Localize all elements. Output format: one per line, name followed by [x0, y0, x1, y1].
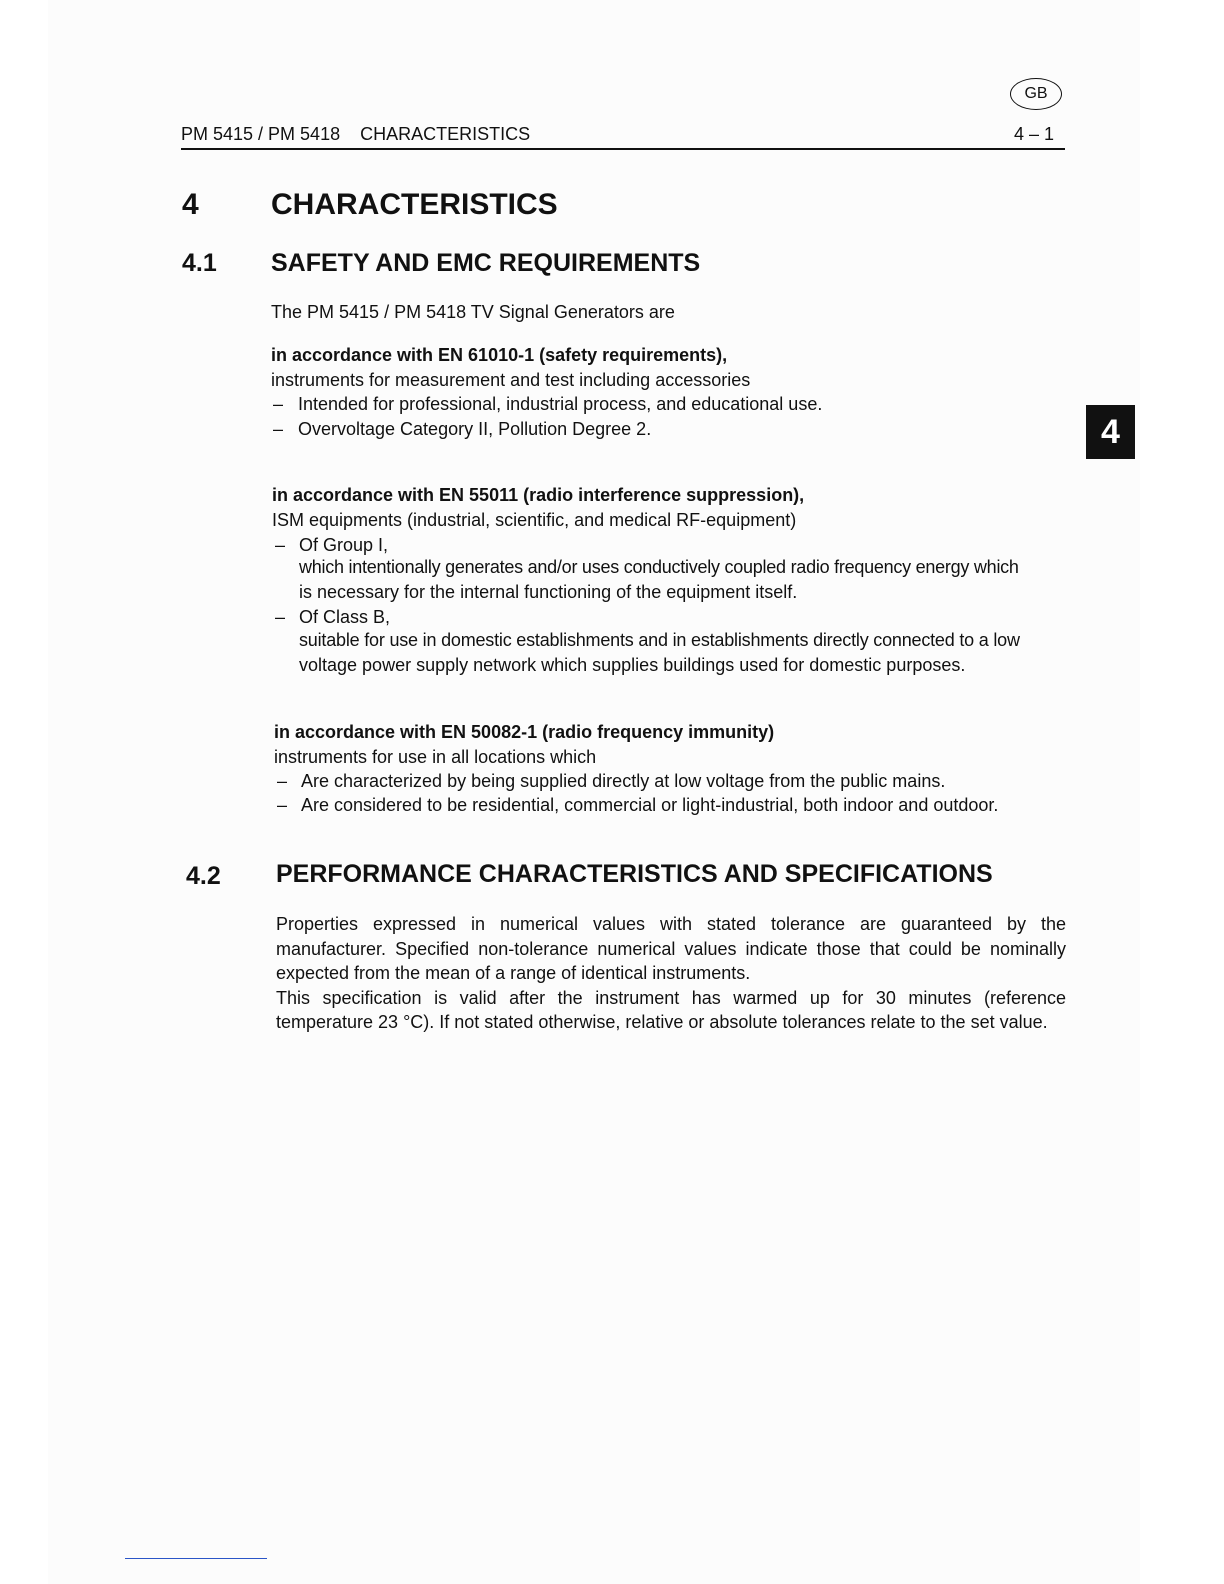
emc-group-text: is necessary for the internal functioning of the equipment itself. [299, 582, 798, 602]
safety-heading: in accordance with EN 61010-1 (safety requirements), [271, 345, 728, 365]
section-41-number: 4.1 [182, 249, 217, 277]
section-42-paragraph: Properties expressed in numerical values with stated tolerance are guaranteed by the manufacturer. Specified non-tolerance numerical values indicate those that could be nominally expected from the mean of a range of identical instruments. [276, 914, 1066, 983]
section-42-number: 4.2 [186, 862, 221, 890]
safety-item: Overvoltage Category II, Pollution Degree 2. [298, 419, 652, 439]
section-41-intro: The PM 5415 / PM 5418 TV Signal Generators are [271, 302, 675, 322]
bottom-scan-line [125, 1558, 267, 1559]
emc-class-label: Of Class B, [299, 607, 391, 627]
running-header-title: PM 5415 / PM 5418 CHARACTERISTICS [181, 124, 531, 144]
language-badge: GB [1010, 78, 1062, 110]
immunity-heading: in accordance with EN 50082-1 (radio frequency immunity) [274, 722, 775, 742]
chapter-title: CHARACTERISTICS [271, 188, 558, 221]
list-dash: – [273, 419, 284, 439]
list-dash: – [273, 394, 284, 414]
safety-item: Intended for professional, industrial process, and educational use. [298, 394, 823, 414]
chapter-tab-marker: 4 [1086, 405, 1135, 459]
immunity-item: Are characterized by being supplied directly at low voltage from the public mains. [301, 771, 946, 791]
section-41-title: SAFETY AND EMC REQUIREMENTS [271, 249, 701, 277]
list-dash: – [277, 795, 288, 815]
list-dash: – [277, 771, 288, 791]
immunity-item: Are considered to be residential, commercial or light-industrial, both indoor and outdoor. [301, 795, 999, 815]
list-dash: – [275, 607, 286, 627]
emc-group-text: which intentionally generates and/or uses conductively coupled radio frequency energy which [299, 557, 1019, 577]
safety-subtitle: instruments for measurement and test including accessories [271, 370, 751, 390]
section-42-body [276, 912, 1066, 1035]
section-42-paragraph: This specification is valid after the instrument has warmed up for 30 minutes (reference temperature 23 °C). If not stated otherwise, relative or absolute tolerances relate to the set value. [276, 987, 1066, 1032]
emc-heading: in accordance with EN 55011 (radio interference suppression), [272, 485, 805, 505]
emc-group-label: Of Group I, [299, 535, 389, 555]
running-header-page-number: 4 – 1 [1014, 124, 1055, 144]
header-rule [181, 148, 1065, 150]
list-dash: – [275, 535, 286, 555]
emc-subtitle: ISM equipments (industrial, scientific, and medical RF-equipment) [272, 510, 797, 530]
emc-class-text: voltage power supply network which supplies buildings used for domestic purposes. [299, 655, 966, 675]
emc-class-text: suitable for use in domestic establishments and in establishments directly connected to a low [299, 630, 1020, 650]
section-42-title: PERFORMANCE CHARACTERISTICS AND SPECIFICATIONS [276, 860, 993, 888]
immunity-subtitle: instruments for use in all locations which [274, 747, 597, 767]
chapter-number: 4 [182, 188, 199, 221]
